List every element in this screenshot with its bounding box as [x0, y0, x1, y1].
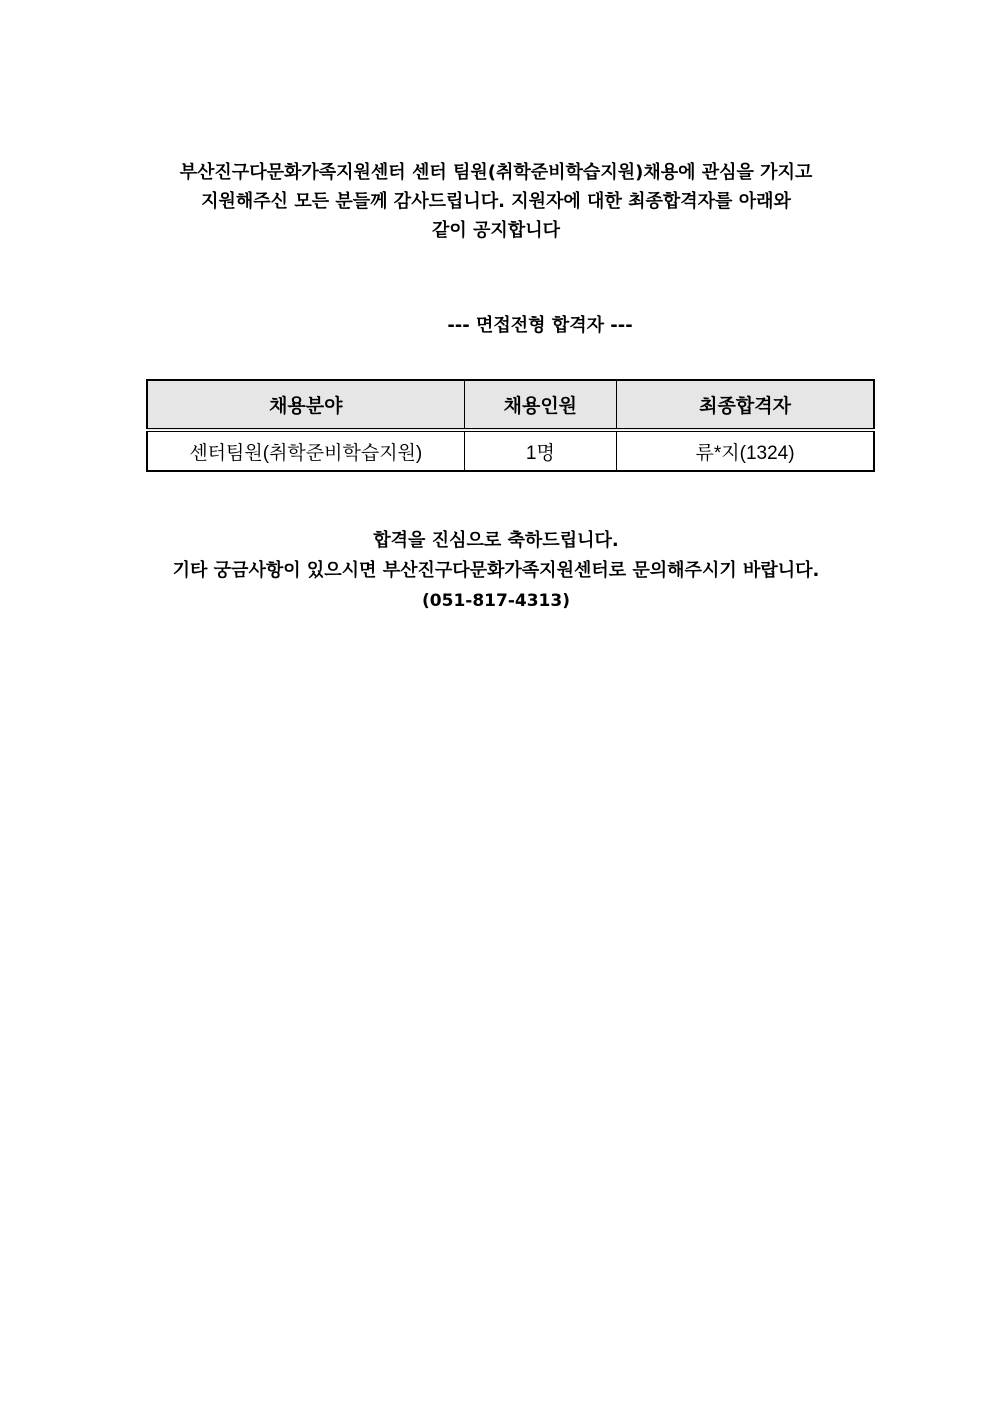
results-table	[146, 379, 875, 472]
intro-paragraph	[0, 158, 992, 245]
table-row	[147, 430, 874, 471]
cell-headcount: 1명	[464, 430, 617, 471]
header-headcount: 채용인원	[464, 380, 617, 430]
table-header-row	[147, 380, 874, 430]
header-final-candidate: 최종합격자	[617, 380, 874, 430]
cell-final-candidate: 류*지(1324)	[617, 430, 874, 471]
section-title: --- 면접전형 합격자 ---	[447, 315, 633, 336]
closing-line-2: 기타 궁금사항이 있으시면 부산진구다문화가족지원센터로 문의해주시기 바랍니다.	[172, 560, 820, 581]
closing-paragraph	[0, 526, 992, 616]
intro-line-3: 같이 공지합니다	[432, 220, 560, 241]
intro-line-2: 지원해주신 모든 분들께 감사드립니다. 지원자에 대한 최종합격자를 아래와	[201, 191, 791, 212]
cell-field: 센터팀원(취학준비학습지원)	[147, 430, 464, 471]
contact-phone: (051-817-4313)	[422, 591, 570, 611]
header-field: 채용분야	[147, 380, 464, 430]
intro-line-1: 부산진구다문화가족지원센터 센터 팀원(취학준비학습지원)채용에 관심을 가지고	[179, 162, 813, 183]
closing-line-1: 합격을 진심으로 축하드립니다.	[373, 530, 619, 551]
